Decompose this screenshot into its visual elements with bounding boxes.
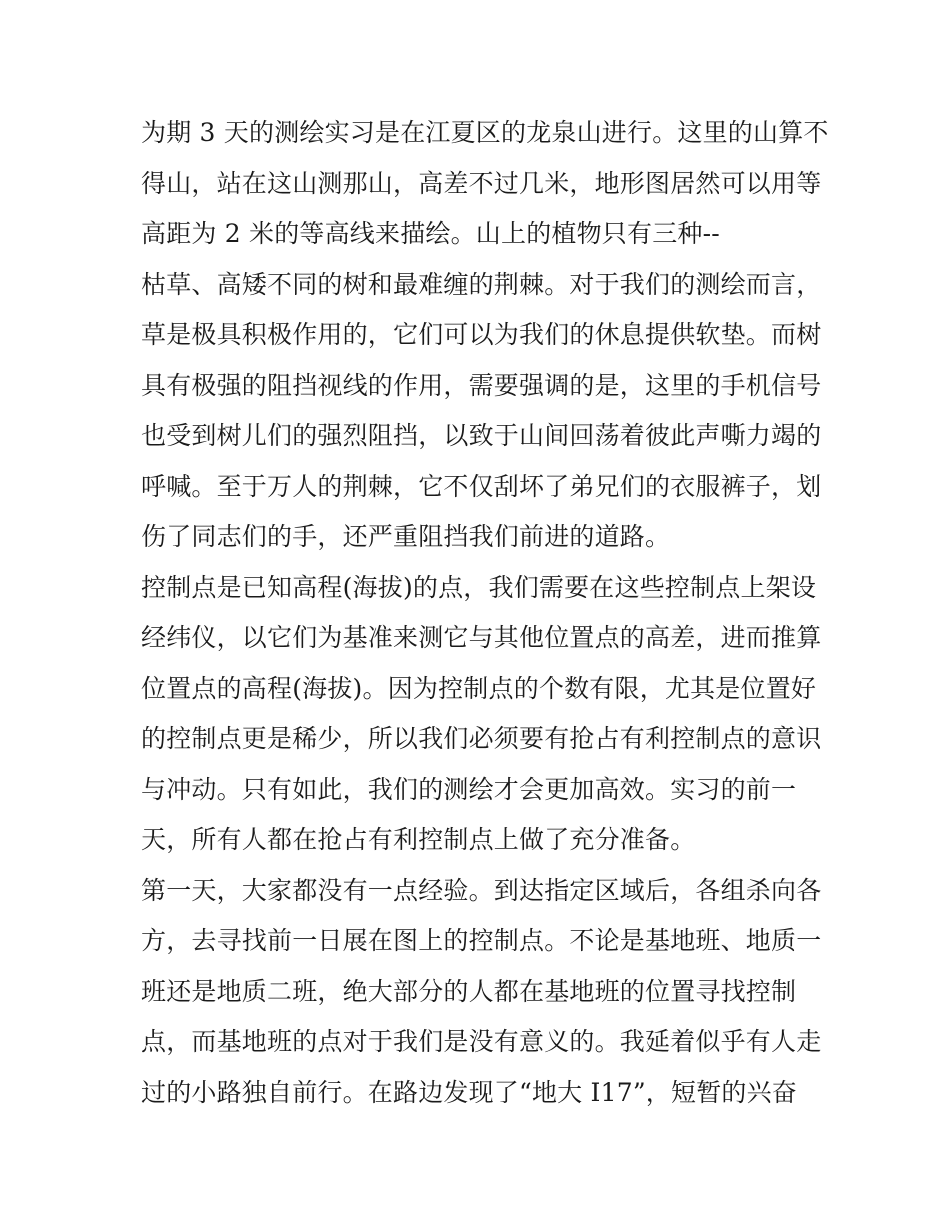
text-line: 伤了同志们的手，还严重阻挡我们前进的道路。: [141, 522, 671, 551]
document-body: [141, 108, 829, 1118]
text-line: 为期 3 天的测绘实习是在江夏区的龙泉山进行。这里的山算不: [141, 118, 829, 147]
text-line: 班还是地质二班，绝大部分的人都在基地班的位置寻找控制: [141, 976, 797, 1006]
text-line: 草是极具积极作用的，它们可以为我们的休息提供软垫。而树: [141, 320, 822, 349]
text-line: 具有极强的阻挡视线的作用，需要强调的是，这里的手机信号: [141, 370, 822, 400]
text-line: 经纬仪，以它们为基准来测它与其他位置点的高差，进而推算: [141, 623, 822, 652]
text-line: 呼喊。至于万人的荆棘，它不仅刮坏了弟兄们的衣服裤子，划: [141, 471, 822, 501]
text-line: 也受到树儿们的强烈阻挡，以致于山间回荡着彼此声嘶力竭的: [141, 421, 822, 450]
text-line: 过的小路独自前行。在路边发现了“地大 I17”，短暂的兴奋: [141, 1077, 797, 1107]
text-line: 第一天，大家都没有一点经验。到达指定区域后，各组杀向各: [141, 875, 822, 905]
text-line: 点，而基地班的点对于我们是没有意义的。我延着似乎有人走: [141, 1027, 822, 1056]
text-line: 控制点是已知高程(海拔)的点，我们需要在这些控制点上架设: [141, 572, 817, 602]
text-line: 的控制点更是稀少，所以我们必须要有抢占有利控制点的意识: [141, 724, 822, 753]
text-line: 与冲动。只有如此，我们的测绘才会更加高效。实习的前一: [141, 774, 797, 804]
text-line: 得山，站在这山测那山，高差不过几米，地形图居然可以用等: [141, 168, 822, 198]
text-line: 高距为 2 米的等高线来描绘。山上的植物只有三种--: [141, 219, 720, 248]
text-line: 方，去寻找前一日展在图上的控制点。不论是基地班、地质一: [141, 926, 822, 955]
text-line: 天，所有人都在抢占有利控制点上做了充分准备。: [141, 825, 696, 854]
text-line: 位置点的高程(海拔)。因为控制点的个数有限，尤其是位置好: [141, 673, 817, 703]
text-line: 枯草、高矮不同的树和最难缠的荆棘。对于我们的测绘而言，: [141, 269, 822, 299]
